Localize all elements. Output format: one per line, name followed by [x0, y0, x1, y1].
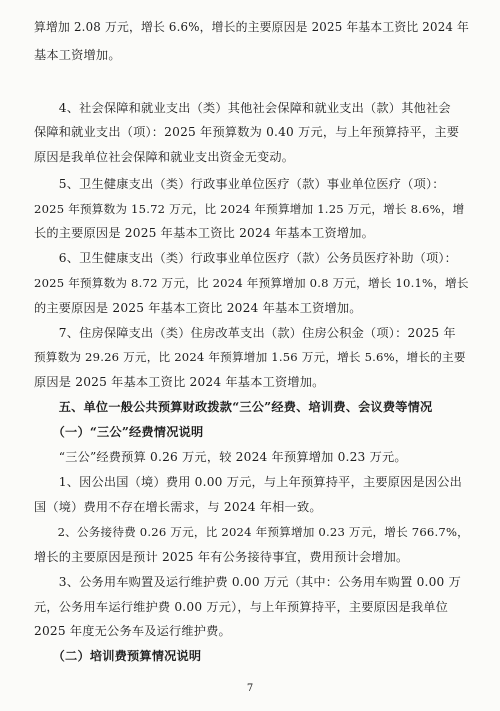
subsection-heading-one: （一）“三公”经费情况说明: [34, 425, 204, 439]
text-line-8: 长的主要原因是 2025 年基本工资比 2024 年基本工资增加。: [34, 226, 375, 240]
text-line-17: “三公”经费预算 0.26 万元，较 2024 年预算增加 0.23 万元。: [34, 450, 407, 464]
text-line-21: 增长的主要原因是预计 2025 年有公务接待事宜，费用预计会增加。: [34, 550, 409, 564]
text-line-20: 2、公务接待费 0.26 万元，比 2024 年预算增加 0.23 万元，增长 766.7%，: [34, 525, 469, 539]
text-line-9: 6、卫生健康支出（类）行政事业单位医疗（款）公务员医疗补助（项）：: [34, 251, 458, 265]
text-line-12: 7、住房保障支出（类）住房改革支出（款）住房公积金（项）：2025 年: [34, 326, 456, 340]
text-line-2: 基本工资增加。: [34, 48, 121, 62]
text-line-3: 4、社会保障和就业支出（类）其他社会保障和就业支出（款）其他社会: [34, 101, 451, 115]
text-line-4: 保障和就业支出（项）：2025 年预算数为 0.40 万元，与上年预算持平，主要: [34, 125, 460, 139]
section-heading-five: 五、单位一般公共预算财政拨款“三公”经费、培训费、会议费等情况: [34, 400, 433, 414]
text-line-10: 2025 年预算数为 8.72 万元，比 2024 年预算增加 0.8 万元，增长 10.1%，增长: [34, 276, 469, 290]
text-line-19: 国（境）费用不存在增长需求，与 2024 年相一致。: [34, 500, 322, 514]
text-line-5: 原因是我单位社会保障和就业支出资金无变动。: [34, 150, 295, 164]
text-line-18: 1、因公出国（境）费用 0.00 万元，与上年预算持平，主要原因是因公出: [34, 475, 463, 489]
text-line-6: 5、卫生健康支出（类）行政事业单位医疗（款）事业单位医疗（项）：: [34, 177, 445, 191]
page-number: 7: [246, 683, 254, 694]
text-line-13: 预算数为 29.26 万元，比 2024 年预算增加 1.56 万元，增长 5.6%，增长的主要: [34, 350, 466, 364]
text-line-23: 元，公务用车运行维护费 0.00 万元），与上年预算持平，主要原因是我单位: [34, 600, 448, 614]
text-line-1: 算增加 2.08 万元，增长 6.6%，增长的主要原因是 2025 年基本工资比 2024 年: [34, 20, 470, 34]
text-line-22: 3、公务用车购置及运行维护费 0.00 万元（其中：公务用车购置 0.00 万: [34, 575, 461, 589]
subsection-heading-two: （二）培训费预算情况说明: [34, 649, 202, 663]
text-line-11: 的主要原因是 2025 年基本工资比 2024 年基本工资增加。: [34, 301, 362, 315]
text-line-14: 原因是 2025 年基本工资比 2024 年基本工资增加。: [34, 375, 325, 389]
text-line-24: 2025 年度无公务车及运行维护费。: [34, 624, 231, 638]
text-line-7: 2025 年预算数为 15.72 万元，比 2024 年预算增加 1.25 万元，增长 8.6%，增: [34, 202, 465, 216]
